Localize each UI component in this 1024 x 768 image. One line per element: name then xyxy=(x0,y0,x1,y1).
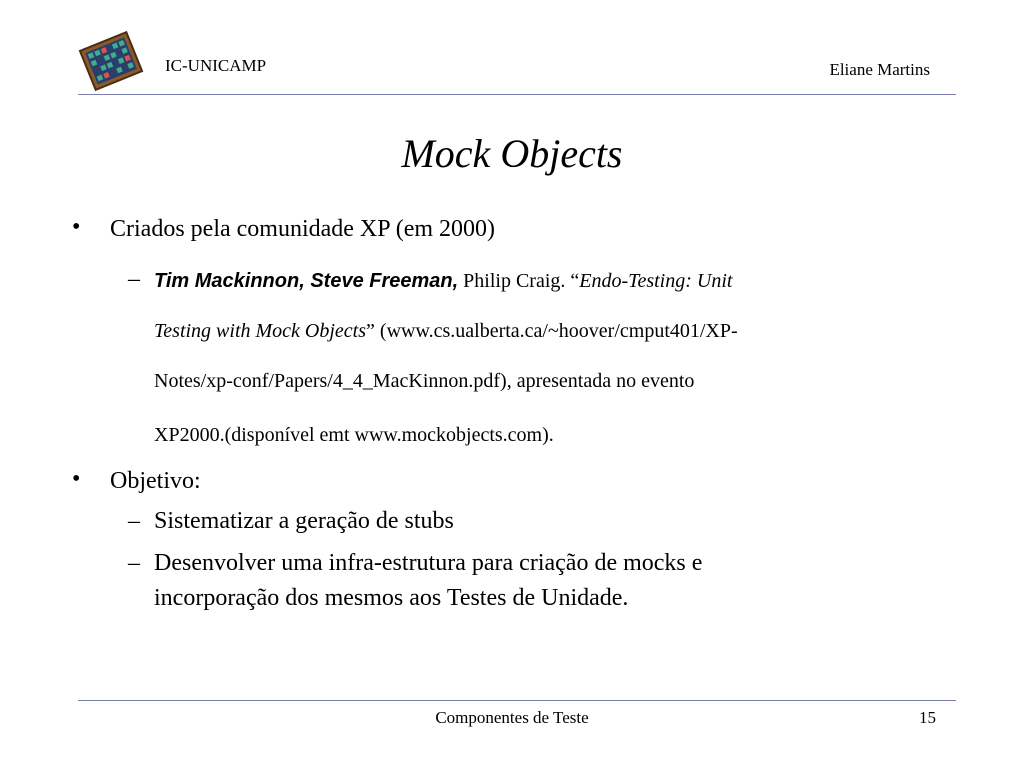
footer-divider xyxy=(78,700,956,701)
reference-coauthor: Philip Craig. “ xyxy=(458,270,580,292)
header-author: Eliane Martins xyxy=(829,60,930,79)
reference-line-3: Notes/xp-conf/Papers/4_4_MacKinnon.pdf), apresentada no evento xyxy=(154,370,695,392)
objective-1: Sistematizar a geração de stubs xyxy=(154,508,454,534)
reference-line-2 xyxy=(154,320,738,343)
reference-url: ” (www.cs.ualberta.ca/~hoover/cmput401/XP- xyxy=(366,320,738,342)
reference-line-4: XP2000.(disponível emt www.mockobjects.com). xyxy=(154,424,554,446)
reference-authors: Tim Mackinnon, Steve Freeman, xyxy=(154,270,459,292)
page-number: 15 xyxy=(919,708,936,727)
dash-marker: – xyxy=(128,266,140,292)
reference-line-1 xyxy=(154,270,732,293)
bullet-1-text: Criados pela comunidade XP (em 2000) xyxy=(110,216,496,242)
bullet-marker: • xyxy=(72,214,81,240)
bullet-2-text: Objetivo: xyxy=(110,468,201,494)
header-institution: IC-UNICAMP xyxy=(165,56,267,75)
dash-marker: – xyxy=(128,508,140,534)
objective-2-line-2: incorporação dos mesmos aos Testes de Unidade. xyxy=(154,585,629,611)
objective-2-line-1: Desenvolver uma infra-estrutura para criação de mocks e xyxy=(154,550,703,576)
slide-title: Mock Objects xyxy=(401,131,623,176)
reference-title-part1: Endo-Testing: Unit xyxy=(579,270,733,292)
footer-title: Componentes de Teste xyxy=(435,708,589,727)
reference-title-part2: Testing with Mock Objects xyxy=(154,320,367,342)
dash-marker: – xyxy=(128,550,140,576)
bullet-marker: • xyxy=(72,466,81,492)
